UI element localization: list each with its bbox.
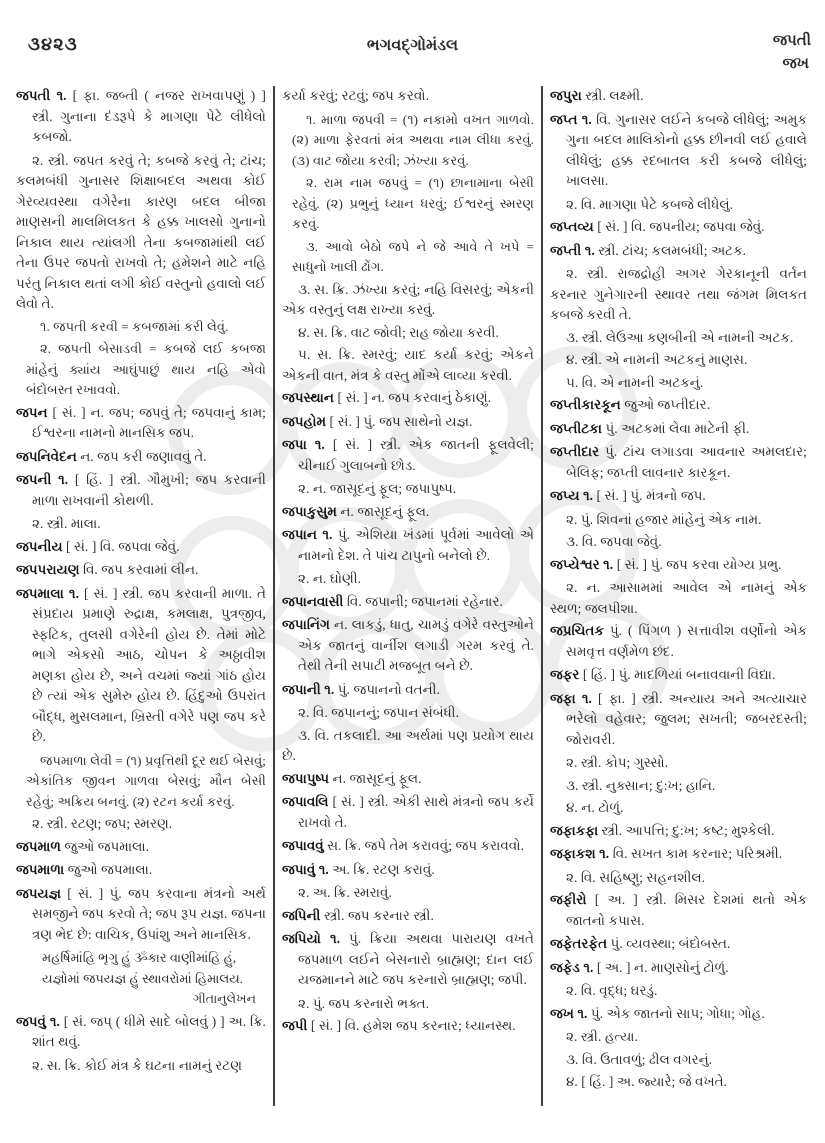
column-right — [550, 86, 807, 1106]
guide-word-first: જપતી — [772, 33, 811, 49]
headword: જપયજ્ઞ — [16, 885, 61, 901]
sense-line: ૨. સ્ત્રી. જપત કરવું તે; કબજે કરવું તે; ટાંચ; કલમબંધી ગુનાસર શિક્ષાબદલ અથવા કોઈ ગેરવ્યવસ્થા વગેરેના કારણ બદલ બીજા માણસની માલમિલકત કે હક્ક ખાલસો ગુનાનો નિકાલ થાય ત્યાંલગી તેના કબજામાંથી લઈ તેના ઉપર જપતો રાખવો તે; હમેશને માટે નહિ પરંતુ નિકાલ થતાં લગી કોઈ વસ્તુનો હવાલો લઈ લેવો તે. — [16, 152, 266, 311]
headword: જપ્તીકારકૂન — [550, 397, 621, 412]
dictionary-entry: જપ્તીકારકૂન જુઓ જપ્તીદાર. — [550, 397, 711, 412]
headword: જખ ૧. — [550, 1005, 588, 1021]
headword: જપુરા — [550, 88, 582, 103]
headword: જપસ્થાન — [282, 390, 335, 405]
headword: જપાનિંગ — [282, 617, 330, 632]
headword: જપાવલિ — [282, 794, 329, 809]
dictionary-entry: જપાનિંગ ન. લાકડું, ધાતુ, ચામડું વગેરે વસ્તુઓને એક જાતનું વાર્નીશ લગાડી ગરમ કરવું તે. તેથી તેની સપાટી મજબૂત બને છે. — [282, 617, 534, 673]
dictionary-entry: જપ્યેશ્વર ૧. [ સં. ] પું. જપ કરવા યોગ્ય પ્રભુ. — [550, 556, 782, 572]
dictionary-entry: જપ્તીદાર પું. ટાંચ લગાડવા આવનાર અમલદાર; બેલિફ; જપ્તી લાવનાર કારકૂન. — [550, 444, 807, 480]
sense-line: ૨. ન. જાસૂદનું ફૂલ; જપાપુષ્પ. — [298, 481, 457, 496]
dictionary-entry: જપયજ્ઞ [ સં. ] પું. જપ કરવાના મંત્રનો અર્થ સમજીને જપ કરવો તે; જપ રૂપ યજ્ઞ. જપના ત્રણ ભેદ છે: વાચિક, ઉપાંશુ અને માનસિક. — [16, 885, 266, 942]
sense-line: ૨. અ. ક્રિ. સ્મરાવું. — [298, 885, 392, 900]
headword: જપાનવાસી — [282, 593, 344, 609]
headword: જપાવું ૧. — [282, 861, 329, 877]
headword: જપ્તીદાર — [550, 444, 600, 459]
dictionary-entry: જપ્તી ૧. સ્ત્રી. ટાંચ; કલમબંધી; અટક. — [550, 242, 747, 258]
headword: જફાકશ ૧. — [550, 846, 610, 861]
sense-line: ૨. સ્ત્રી. કોપ; ગુસ્સો. — [566, 755, 669, 770]
headword: જફેડ ૧. — [550, 959, 594, 975]
headword: જપાપુષ્પ — [282, 770, 330, 786]
sense-line: ૨. સ્ત્રી. રાજદ્રોહી અગર ગેરકાનૂની વર્તન કરનાર ગુનેગારની સ્થાવર તથા જંગમ મિલકત કબજે કરવી તે. — [550, 266, 807, 322]
headword: જપિની — [282, 907, 321, 923]
headword: જપ્રચિતક — [550, 623, 604, 638]
sense-line: ૧. માળા જપવી = (૧) નકામો વખત ગાળવો. (૨) માળા ફેરવતાં મંત્ર અથવા નામ લીધા કરવું. (૩) વાટ જોયા કરવી; ઝંખ્યા કરવું. — [292, 111, 534, 168]
headword: જફાકફા — [550, 822, 599, 838]
column-left — [16, 86, 266, 1106]
dictionary-entry: જપા ૧. [ સં. ] સ્ત્રી. એક જાતની ફૂલવેલી; ચીનાઈ ગુલાબનો છોડ. — [282, 437, 534, 473]
dictionary-entry: જફા ૧. [ ફા. ] સ્ત્રી. અન્યાય અને અત્યાચાર ભરેલો વહેવાર; જુલમ; સખતી; જબરદસ્તી; જોરાવરી. — [550, 690, 807, 747]
dictionary-entry: જપહોમ [ સં. ] પું. જપ સાથેનો યજ્ઞ. — [282, 413, 473, 429]
sense-line: ૨. રામ નામ જપવું = (૧) છાનામાના બેસી રહેવું. (૨) પ્રભુનું ધ્યાન ધરવું; ઈશ્વરનું સ્મરણ કરવું. — [292, 175, 534, 231]
headword: જપતી ૧. — [16, 88, 67, 103]
sense-line: ૨. પું. જપ કરનારો ભક્ત. — [298, 995, 430, 1011]
dictionary-entry: જપસ્થાન [ સં. ] ન. જપ કરવાનું ઠેકાણું. — [282, 390, 492, 405]
sense-line: ૫. વિ. એ નામની અટકનું. — [566, 374, 704, 390]
column-middle — [282, 86, 534, 1106]
sense-line: ૪. ન. ટોળું. — [566, 800, 624, 815]
headword: જપન — [16, 404, 48, 420]
sense-line: ૪. સ. ક્રિ. વાટ જોવી; રાહ જોયા કરવી. — [298, 324, 499, 340]
sense-line: જપમાળા લેવી = (૧) પ્રવૃત્તિથી દૂર થઈ બેસવું; એકાંતિક જીવન ગાળવા બેસવું; મૌન બેસી રહેવું; અક્રિય બનવું. (૨) રટન કર્યા કરવું. — [26, 752, 266, 809]
headword: જપા ૧. — [282, 437, 325, 452]
sense-line: ૨. ન. ઘોણી. — [298, 571, 362, 586]
guide-word-last: જખ — [782, 56, 809, 72]
dictionary-entry: જપાવું ૧. અ. ક્રિ. રટણ કરાવું. — [282, 861, 435, 877]
headword: જફેતરફેત — [550, 936, 608, 951]
sense-line: મહર્ષિમાંહિ ભૃગુ હું ૐકાર વાણીમાંહિ હું, — [42, 951, 237, 965]
sense-line: ૨. સ્ત્રી. હત્યા. — [566, 1029, 638, 1044]
dictionary-entry: જપમાળા જુઓ જપમાલા. — [16, 862, 153, 877]
dictionary-entry: જપમાળ જુઓ જપમાલા. — [16, 838, 150, 854]
sense-line: ૨. વિ. માગણા પેટે કબજે લીધેલું. — [566, 196, 734, 212]
sense-line: ૨. સ્ત્રી. રટણ; જપ; સ્મરણ. — [32, 816, 173, 831]
dictionary-entry: જપિની સ્ત્રી. જપ કરનાર સ્ત્રી. — [282, 907, 434, 923]
sense-line: ૨. પું. શિવનાં હજાર માંહેનું એક નામ. — [566, 511, 762, 527]
dictionary-entry: જપ્તવ્ય [ સં. ] વિ. જપનીય; જપવા જેવું. — [550, 219, 765, 234]
headword: જફર — [550, 667, 580, 682]
dictionary-entry: જપાનવાસી વિ. જપાની; જપાનમાં રહેનાર. — [282, 593, 503, 609]
sense-line: ૩. વિ. તકલાદી. આ અર્થમાં પણ પ્રયોગ થાય છે. — [282, 727, 534, 763]
headword: જપવું ૧. — [16, 1013, 60, 1029]
headword: જપમાળા — [16, 862, 65, 877]
dictionary-entry: જપાકુસુમ ન. જાસૂદનું ફૂલ. — [282, 503, 430, 519]
headword: જપ્તીટકા — [550, 420, 602, 436]
headword: જપ્ય ૧. — [550, 488, 594, 503]
dictionary-entry: જપાન ૧. પું. એશિયા ખંડમાં પૂર્વમાં આવેલો એ નામનો દેશ. તે પાંચ ટાપુનો બનેલો છે. — [282, 527, 534, 563]
headword: જપ્તી ૧. — [550, 242, 595, 258]
sense-line: ૨. ન. આસામમાં આવેલ એ નામનું એક સ્થળ; જલપીશા. — [550, 580, 807, 616]
dictionary-entry: જપી [ સં. ] વિ. હમેશ જપ કરનાર; ધ્યાનસ્થ. — [282, 1018, 516, 1033]
sense-line: ૨. વિ. જપાનનું; જપાન સંબંધી. — [298, 705, 460, 720]
sense-line: ૩. વિ. જપવા જેવું. — [566, 534, 662, 549]
sense-line: ૨. સ્ત્રી. માલા. — [32, 516, 101, 531]
dictionary-entry: જફેડ ૧. [ અ. ] ન. માણસોનું ટોળું. — [550, 959, 729, 975]
headword: જપિયો ૧. — [282, 931, 341, 946]
dictionary-entry: જપનીય [ સં. ] વિ. જપવા જેવું. — [16, 538, 180, 554]
headword: જપમાળ — [16, 838, 61, 854]
sense-line: યજ્ઞોમાં જપયજ્ઞ હું સ્થાવરોમાં હિમાલય. — [42, 971, 244, 986]
sense-line: કર્યા કરવું; રટવું; જપ કરવો. — [282, 88, 430, 103]
headword: જપાની ૧. — [282, 681, 335, 697]
dictionary-entry: જપમાલા ૧. [ સં. ] સ્ત્રી. જપ કરવાની માળા. તે સંપ્રદાય પ્રમાણે રુદ્રાક્ષ, કમલાક્ષ, પુત્રજીવ, સ્ફટિક, તુલસી વગેરેની હોય છે. તેમાં મોટે ભાગે એકસો આઠ, ચોપન કે અઠ્ઠાવીશ મણકા હોય છે, અને વચમાં જ્યાં ગાંઠ હોય છે ત્યાં એક સુમેરુ હોય છે. હિંદુઓ ઉપરાંત બૌદ્ધ, મુસલમાન, ખ્રિસ્તી વગેરે પણ જપ કરે છે. — [16, 585, 266, 744]
headword: જપપરાયણ — [16, 562, 80, 577]
sense-line: ૨. જપતી બેસાડવી = કબજે લઈ કબજા માંહેનું ક્યાંય આઘુંપાછું થાય નહિ એવો બંદોબસ્ત રખાવવો. — [26, 341, 266, 397]
column-divider-left — [273, 86, 275, 1106]
sense-line: ૫. સ. ક્રિ. સ્મરવું; યાદ કર્યા કરવું; એકને એકની વાત, મંત્ર કે વસ્તુ મોંએ લાવ્યા કરવી. — [282, 347, 534, 383]
sense-line: ગીતાનુલેખન — [192, 992, 256, 1006]
dictionary-entry: જપ્તીટકા પું. અટકમાં લેવા માટેની ફી. — [550, 420, 750, 436]
dictionary-entry: જપાની ૧. પું. જપાનનો વતની. — [282, 681, 441, 697]
book-title: ભગવદ્ગોમંડલ — [366, 37, 459, 54]
headword: જપહોમ — [282, 413, 327, 429]
sense-line: ૧. જપતી કરવી = કબજામાં કરી લેવું. — [40, 318, 229, 334]
dictionary-entry: જફાકફા સ્ત્રી. આપત્તિ; દુ:ખ; કષ્ટ; મુશ્કેલી. — [550, 822, 775, 838]
dictionary-entry: જખ ૧. પું. એક જાતનો સાપ; ગોધા; ગોહ. — [550, 1005, 765, 1021]
headword: જપની ૧. — [16, 472, 69, 487]
dictionary-entry: જપુરા સ્ત્રી. લક્ષ્મી. — [550, 88, 644, 103]
dictionary-entry: જપ્ય ૧. [ સં. ] પું. મંત્રનો જપ. — [550, 488, 706, 503]
dictionary-entry: જફેતરફેત પું. વ્યવસ્થા; બંદોબસ્ત. — [550, 936, 731, 951]
dictionary-entry: જપિયો ૧. પું. ક્રિયા અથવા પારાયણ વખતે જપમાળ લઈને બેસનારો બ્રાહ્મણ; દાન લઈ યજમાનને માટે જપ કરનારો બ્રાહ્મણ; જપી. — [282, 931, 534, 987]
dictionary-entry: જપવું ૧. [ સં. જપ્ ( ધીમે સાદે બોલવું ) ] અ. ક્રિ. શાંત થવું. — [16, 1013, 267, 1049]
headword: જપમાલા ૧. — [16, 585, 80, 601]
dictionary-entry: જફીરો [ અ. ] સ્ત્રી. મિસર દેશમાં થતો એક જાતનો કપાસ. — [550, 892, 807, 928]
page-number: ૩૪૨૩ — [28, 34, 78, 54]
sense-line: ૩. સ. ક્રિ. ઝંખ્યા કરવું; નહિ વિસરવું; એકની એક વસ્તુનું લક્ષ રાખ્યા કરવું. — [282, 281, 534, 317]
sense-line: ૨. વિ. વૃદ્ધ; ઘરડું. — [566, 983, 658, 998]
dictionary-entry: જફર [ હિં. ] પું. માદળિયાં બનાવવાની વિદ્યા. — [550, 667, 776, 682]
headword: જફા ૧. — [550, 690, 592, 706]
dictionary-entry: જપાવવું સ. ક્રિ. જપે તેમ કરાવવું; જપ કરાવવો. — [282, 838, 525, 853]
dictionary-entry: જપ્ત ૧. વિ. ગુનાસર લઈને કબજે લીધેલું; અમુક ગુના બદલ માલિકોનો હક્ક છીનવી લઈ હવાલે લીધેલું; હક્ક રદબાતલ કરી કબજે લીધેલું; ખાલસા. — [550, 111, 807, 188]
sense-line: ૩. સ્ત્રી. નુક્સાન; દુ:ખ; હાનિ. — [566, 777, 716, 793]
dictionary-entry: જપન [ સં. ] ન. જપ; જપવું તે; જપવાનું કામ; ઈશ્વરના નામનો માનસિક જપ. — [16, 404, 266, 440]
sense-line: ૨. સ. ક્રિ. કોઈ મંત્ર કે ઘટના નામનું રટણ — [32, 1057, 242, 1073]
headword: જપાન ૧. — [282, 527, 333, 542]
sense-line: ૩. આવો બેઠો જપે ને જે આવે તે ખપે = સાધુનો ખાલી ઢોંગ. — [292, 238, 534, 274]
dictionary-entry: જફાકશ ૧. વિ. સખત કામ કરનાર; પરિશ્રમી. — [550, 846, 783, 861]
headword: જપાકુસુમ — [282, 503, 337, 519]
headword: જપાવવું — [282, 838, 324, 853]
headword: જપનીય — [16, 538, 63, 554]
sense-line: ૪. સ્ત્રી. એ નામની અટકનું માણસ. — [566, 352, 748, 367]
headword: જપ્તવ્ય — [550, 219, 594, 234]
headword: જપનિવેદન — [16, 448, 77, 464]
dictionary-entry: જપાવલિ [ સં. ] સ્ત્રી. એકી સાથે મંત્રનો જપ કર્યે રાખવો તે. — [282, 794, 534, 830]
dictionary-entry: જપની ૧. [ હિં. ] સ્ત્રી. ગૌમુખી; જપ કરવાની માળા રાખવાની કોથળી. — [16, 472, 266, 508]
sense-line: ૨. વિ. સહિષ્ણુ; સહનશીલ. — [566, 869, 706, 885]
headword: જપ્યેશ્વર ૧. — [550, 556, 614, 572]
sense-line: ૩. વિ. ઉતાવળું; ઢીલ વગરનું. — [566, 1051, 713, 1067]
dictionary-entry: જપનિવેદન ન. જપ કરી જણાવવું તે. — [16, 448, 207, 464]
headword: જપ્ત ૧. — [550, 111, 592, 127]
dictionary-entry: જપતી ૧. [ ફા. જબ્તી ( નજર રાખવાપણું ) ] સ્ત્રી. ગુનાના દંડરૂપે કે માગણા પેટે લીધેલો કબજો. — [16, 88, 266, 144]
headword: જપી — [282, 1018, 308, 1033]
sense-line: ૩. સ્ત્રી. લેઉઆ કણબીની એ નામની અટક. — [566, 329, 794, 345]
columns-container — [16, 86, 815, 1106]
dictionary-entry: જપાપુષ્પ ન. જાસૂદનું ફૂલ. — [282, 770, 422, 786]
headword: જફીરો — [550, 892, 587, 907]
dictionary-entry: જપપરાયણ વિ. જપ કરવામાં લીન. — [16, 562, 199, 577]
dictionary-entry: જપ્રચિતક પું. ( પિંગળ ) સત્તાવીશ વર્ણોનો એક સમવૃત્ત વર્ણમેળ છંદ. — [550, 623, 807, 659]
column-divider-right — [541, 86, 543, 1106]
sense-line: ૪. [ હિં. ] અ. જ્યારે; જે વખતે. — [566, 1074, 728, 1089]
